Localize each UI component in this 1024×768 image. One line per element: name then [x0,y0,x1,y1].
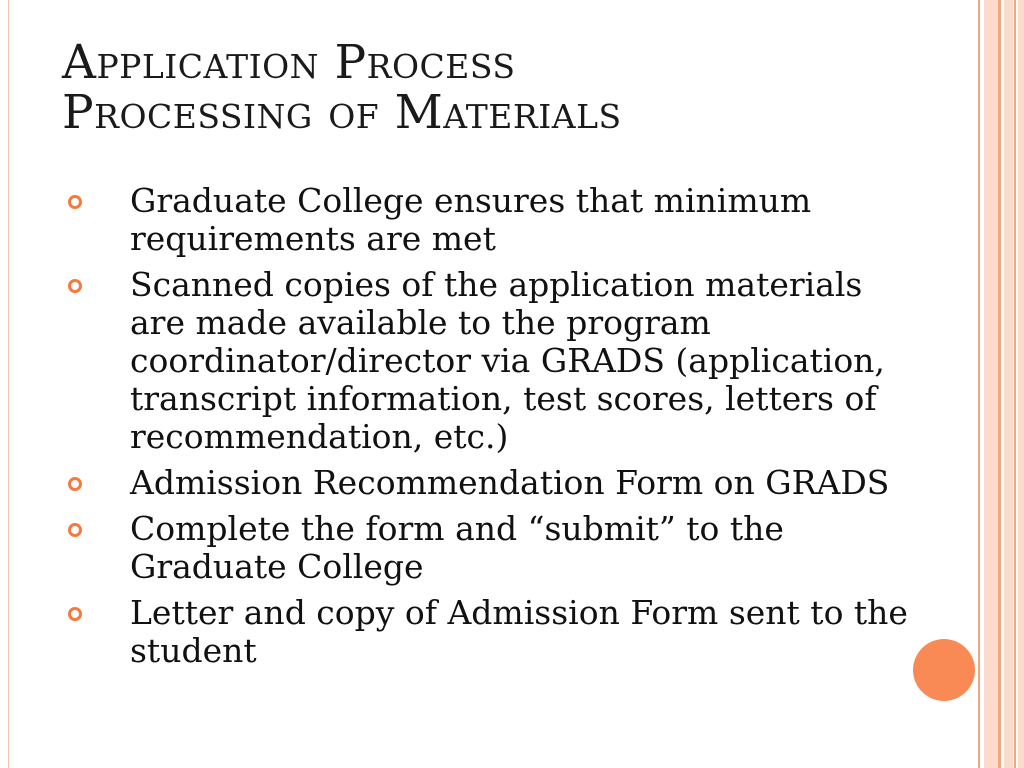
bullet-item [68,266,908,456]
bullet-item [68,182,908,258]
slide-title [62,35,942,140]
right-stripe-decoration [1018,0,1024,768]
orange-dot-icon [913,639,975,701]
circle-bullet-icon [68,523,82,537]
bullet-text: Letter and copy of Admission Form sent to the student [130,593,908,670]
right-stripe-decoration [998,0,1001,768]
circle-bullet-icon [68,607,82,621]
circle-bullet-icon [68,477,82,491]
right-stripe-decoration [1014,0,1016,768]
right-stripe-decoration [984,0,998,768]
right-stripe-decoration [978,0,980,768]
left-border-line [8,0,9,768]
slide-title-line-2: Processing of Materials [62,85,622,140]
slide-title-line-1: Application Process [62,35,516,90]
circle-bullet-icon [68,279,82,293]
circle-bullet-icon [68,195,82,209]
bullet-item [68,464,908,502]
bullet-text: Admission Recommendation Form on GRADS [130,463,890,502]
bullet-text: Complete the form and “submit” to the Graduate College [130,509,784,586]
bullet-list [68,182,908,678]
bullet-text: Graduate College ensures that minimum requirements are met [130,181,812,258]
right-stripe-decoration [1004,0,1013,768]
bullet-item [68,594,908,670]
bullet-item [68,510,908,586]
bullet-text: Scanned copies of the application materials are made available to the program coordinator/director via GRADS (application, transcript information, test scores, letters of recommendation, etc.) [130,265,885,456]
